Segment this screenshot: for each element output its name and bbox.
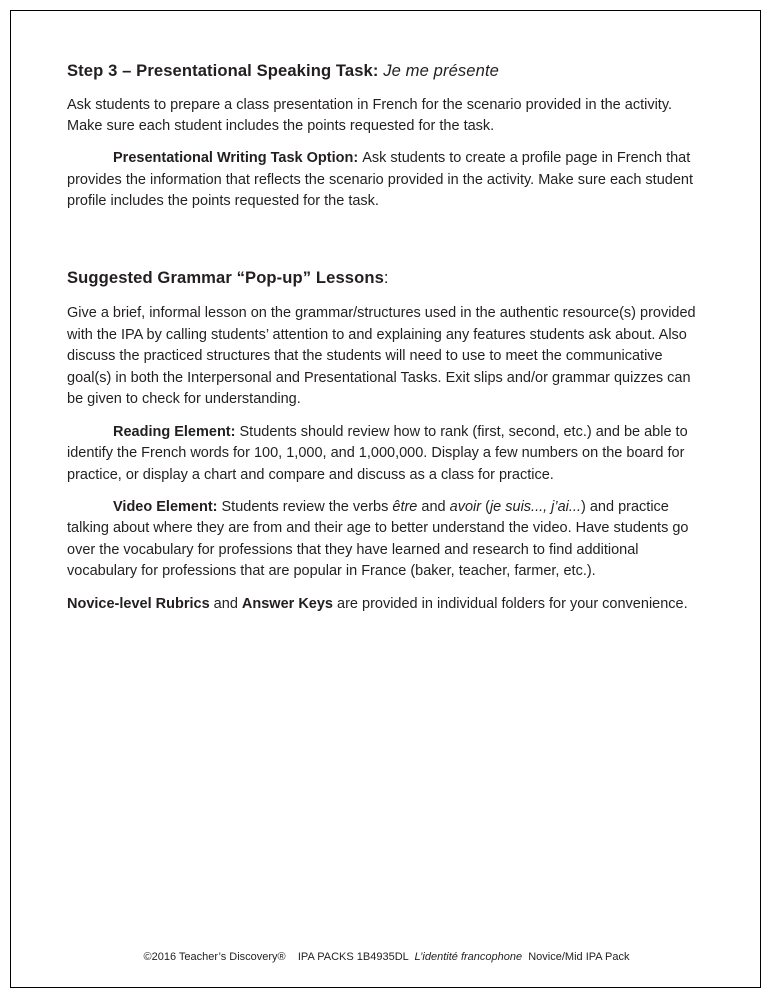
reading-element-paragraph [67, 422, 709, 486]
text-run: Step 3 – Presentational Speaking Task: [67, 61, 384, 80]
grammar-intro-paragraph [67, 303, 709, 410]
text-run: and [417, 499, 450, 516]
text-run: ) and practice talking about where they are from and their age to better understand the video. Have students go over the vocabulary for professions that they have learned and research to find additional vocabulary for professions that are popular in France (baker, teacher, farmer, etc.). [67, 499, 689, 580]
text-run: je suis..., j’ai... [489, 499, 581, 516]
text-run: Video Element: [113, 499, 222, 516]
text-run: ©2016 Teacher’s Discovery® IPA PACKS 1B4935DL [143, 950, 415, 963]
text-run: Novice/Mid IPA Pack [522, 950, 630, 963]
grammar-lessons-heading [67, 267, 709, 289]
text-run: Suggested Grammar “Pop-up” Lessons [67, 267, 384, 287]
page-footer [0, 951, 773, 964]
text-run: ( [481, 499, 490, 516]
text-run: avoir [449, 499, 482, 516]
text-run: Students review the verbs [221, 499, 393, 516]
text-run: être [392, 499, 418, 516]
text-run: are provided in individual folders for your convenience. [332, 595, 688, 612]
text-run: Ask students to create a profile page in French that provides the information that reflects the scenario provided in the activity. Make sure each student profile includes the points requested for the task. [67, 150, 693, 210]
text-run: Presentational Writing Task Option: [113, 150, 363, 167]
page-content [67, 60, 709, 626]
writing-option-paragraph [67, 148, 709, 212]
text-run: Give a brief, informal lesson on the grammar/structures used in the authentic resource(s) provided with the IPA by calling students’ attention to and explaining any features students ask about. Also discuss the practiced structures that the students will need to use to meet the communicative goal(s) in both the Interpersonal and Presentational Tasks. Exit slips and/or grammar quizzes can be given to check for understanding. [67, 305, 696, 408]
text-run: Answer Keys [241, 595, 333, 612]
rubrics-paragraph [67, 594, 709, 615]
text-run: and [209, 595, 242, 612]
text-run: Novice-level Rubrics [67, 595, 210, 612]
text-run: L’identité francophone [414, 950, 523, 963]
text-run: : [383, 267, 389, 287]
text-run: Je me présente [383, 61, 499, 80]
text-run: Ask students to prepare a class presentation in French for the scenario provided in the activity. Make sure each student includes the points requested for the task. [67, 96, 673, 135]
text-run: Students should review how to rank (first, second, etc.) and be able to identify the French words for 100, 1,000, and 1,000,000. Display a few numbers on the board for practice, or display a chart and compare and discuss as a class for practice. [67, 423, 688, 483]
step3-heading [67, 60, 709, 82]
video-element-paragraph [67, 497, 709, 583]
step3-intro-paragraph [67, 95, 709, 138]
text-run: Reading Element: [113, 423, 240, 440]
